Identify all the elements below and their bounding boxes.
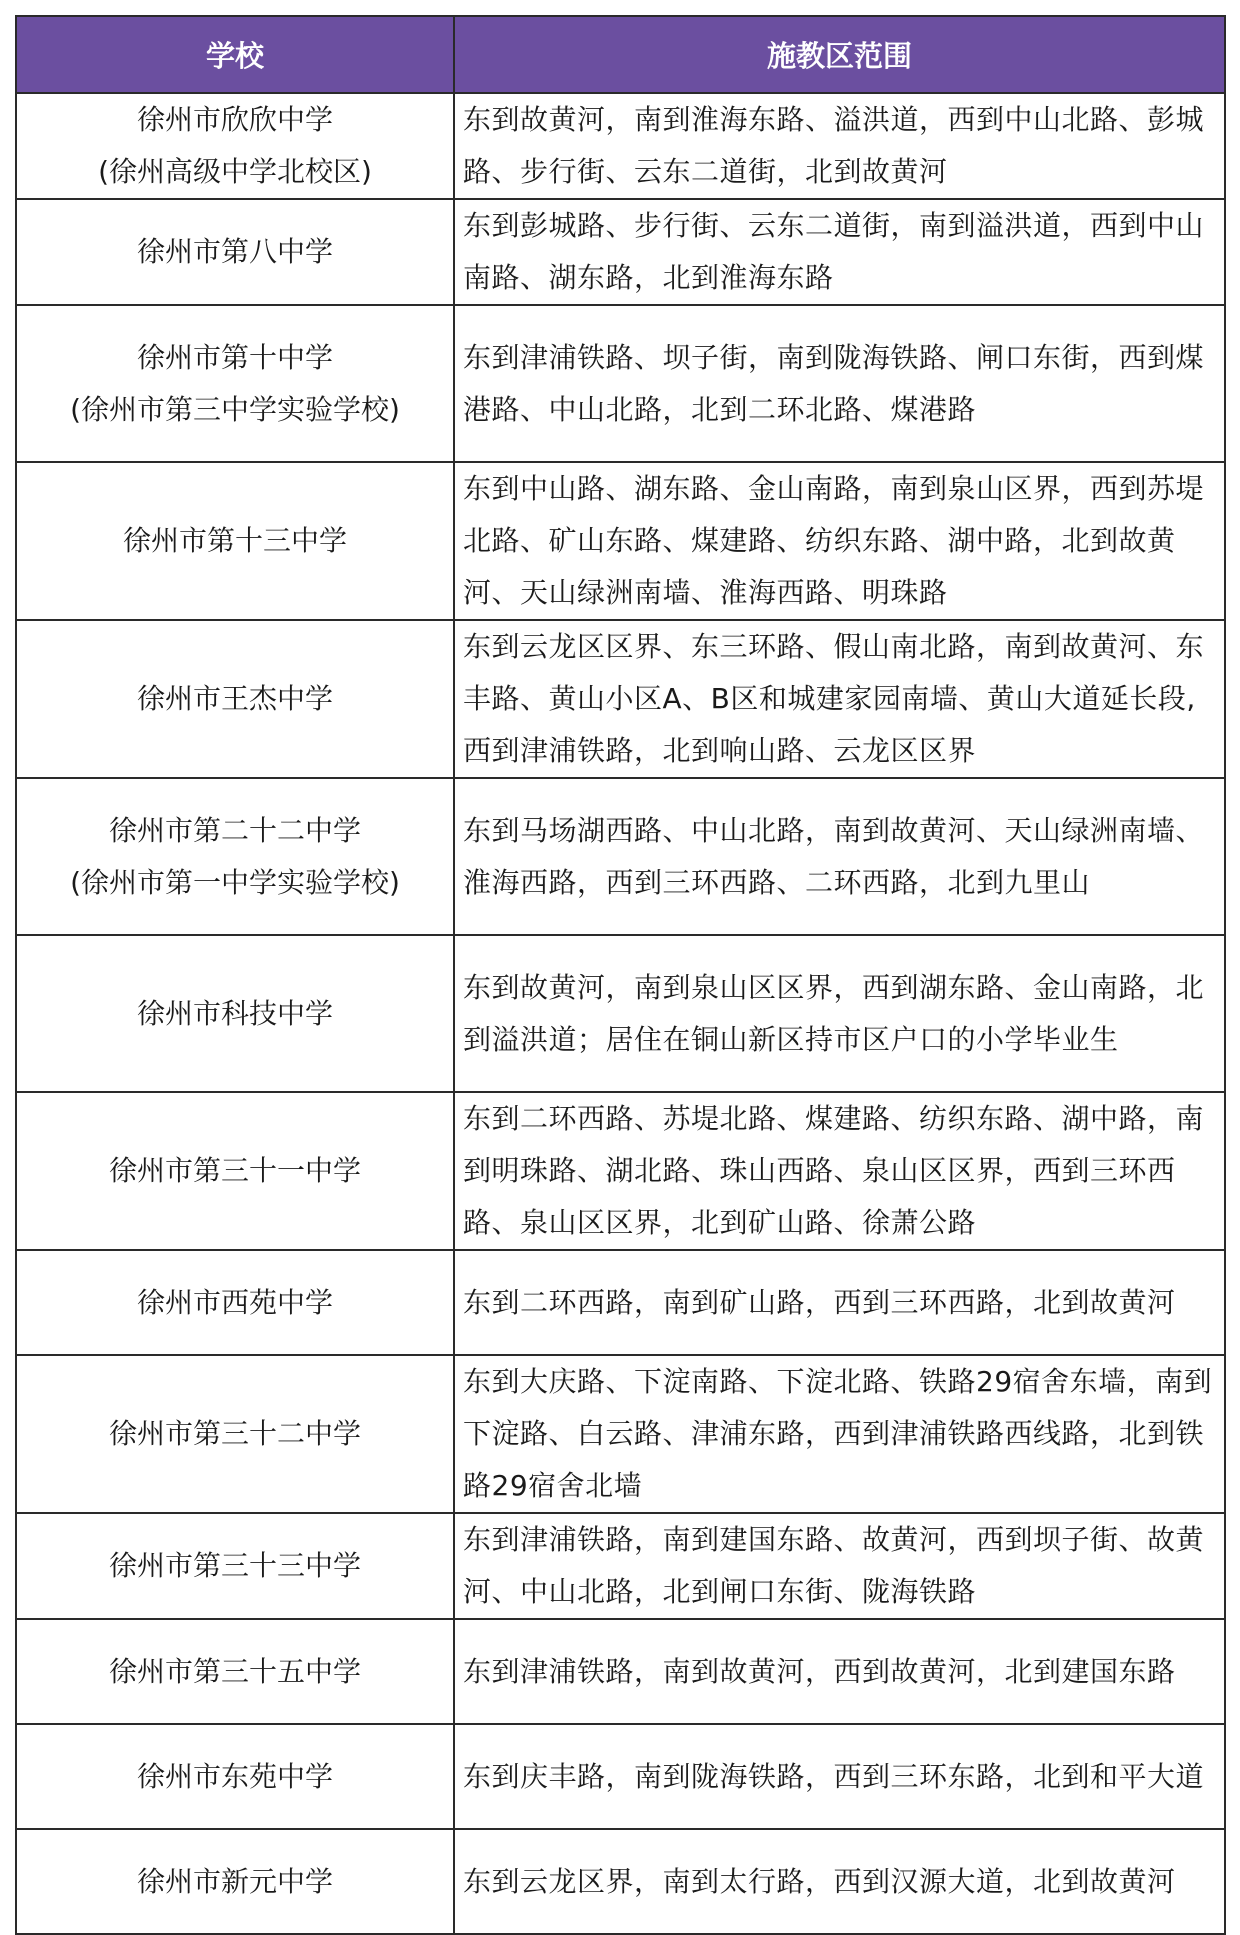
school-district-table-container xyxy=(15,15,1224,1935)
area-cell: 东到津浦铁路、坝子街，南到陇海铁路、闸口东街，西到煤港路、中山北路，北到二环北路、煤港路 xyxy=(454,305,1225,462)
school-cell xyxy=(16,305,454,462)
table-header-row xyxy=(16,16,1225,93)
school-cell xyxy=(16,1724,454,1829)
school-note: (徐州高级中学北校区) xyxy=(98,155,372,188)
table-row xyxy=(16,620,1225,778)
table-row xyxy=(16,935,1225,1092)
school-name: 徐州市欣欣中学 xyxy=(136,103,333,136)
school-name: 徐州市第三十三中学 xyxy=(108,1549,361,1582)
area-cell: 东到故黄河，南到淮海东路、溢洪道，西到中山北路、彭城路、步行街、云东二道街，北到故黄河 xyxy=(454,93,1225,199)
school-name: 徐州市东苑中学 xyxy=(136,1759,333,1793)
table-row xyxy=(16,1092,1225,1250)
school-cell xyxy=(16,93,454,199)
table-row xyxy=(16,1619,1225,1724)
area-cell: 东到云龙区界，南到太行路，西到汉源大道，北到故黄河 xyxy=(454,1829,1225,1934)
table-row xyxy=(16,93,1225,199)
school-cell xyxy=(16,620,454,778)
school-cell xyxy=(16,462,454,620)
school-cell xyxy=(16,1250,454,1355)
table-row xyxy=(16,1355,1225,1513)
area-cell: 东到津浦铁路，南到建国东路、故黄河，西到坝子街、故黄河、中山北路，北到闸口东街、陇海铁路 xyxy=(454,1513,1225,1619)
header-area: 施教区范围 xyxy=(454,16,1225,93)
school-name: 徐州市西苑中学 xyxy=(136,1285,333,1319)
school-name: 徐州市第十中学 xyxy=(136,340,333,374)
school-district-table xyxy=(15,15,1226,1935)
area-cell: 东到二环西路、苏堤北路、煤建路、纺织东路、湖中路，南到明珠路、湖北路、珠山西路、泉山区区界，西到三环西路、泉山区区界，北到矿山路、徐萧公路 xyxy=(454,1092,1225,1250)
table-row xyxy=(16,1513,1225,1619)
school-cell xyxy=(16,1092,454,1250)
school-note: (徐州市第三中学实验学校) xyxy=(70,392,400,426)
area-cell: 东到中山路、湖东路、金山南路，南到泉山区界，西到苏堤北路、矿山东路、煤建路、纺织东路、湖中路，北到故黄河、天山绿洲南墙、淮海西路、明珠路 xyxy=(454,462,1225,620)
area-cell: 东到庆丰路，南到陇海铁路，西到三环东路，北到和平大道 xyxy=(454,1724,1225,1829)
table-row xyxy=(16,462,1225,620)
header-school: 学校 xyxy=(16,16,454,93)
school-name: 徐州市王杰中学 xyxy=(136,682,333,715)
area-cell: 东到彭城路、步行街、云东二道街，南到溢洪道，西到中山南路、湖东路，北到淮海东路 xyxy=(454,199,1225,305)
school-name: 徐州市第二十二中学 xyxy=(108,813,361,847)
area-cell: 东到云龙区区界、东三环路、假山南北路，南到故黄河、东丰路、黄山小区A、B区和城建家园南墙、黄山大道延长段,西到津浦铁路，北到响山路、云龙区区界 xyxy=(454,620,1225,778)
table-row xyxy=(16,1724,1225,1829)
school-cell xyxy=(16,1619,454,1724)
school-name: 徐州市第十三中学 xyxy=(122,524,347,557)
school-name: 徐州市科技中学 xyxy=(136,996,333,1030)
school-cell xyxy=(16,778,454,935)
school-cell xyxy=(16,1513,454,1619)
table-body xyxy=(16,93,1225,1934)
area-cell: 东到大庆路、下淀南路、下淀北路、铁路29宿舍东墙，南到下淀路、白云路、津浦东路，西到津浦铁路西线路，北到铁路29宿舍北墙 xyxy=(454,1355,1225,1513)
table-row xyxy=(16,1250,1225,1355)
school-name: 徐州市第八中学 xyxy=(136,235,333,268)
area-cell: 东到二环西路，南到矿山路，西到三环西路，北到故黄河 xyxy=(454,1250,1225,1355)
school-cell xyxy=(16,935,454,1092)
table-row xyxy=(16,199,1225,305)
school-cell xyxy=(16,199,454,305)
school-cell xyxy=(16,1355,454,1513)
school-name: 徐州市第三十一中学 xyxy=(108,1154,361,1187)
area-cell: 东到故黄河，南到泉山区区界，西到湖东路、金山南路，北到溢洪道；居住在铜山新区持市区户口的小学毕业生 xyxy=(454,935,1225,1092)
school-cell xyxy=(16,1829,454,1934)
table-row xyxy=(16,778,1225,935)
school-note: (徐州市第一中学实验学校) xyxy=(70,865,400,899)
school-name: 徐州市第三十五中学 xyxy=(108,1654,361,1688)
school-name: 徐州市第三十二中学 xyxy=(108,1417,361,1450)
school-name: 徐州市新元中学 xyxy=(136,1864,333,1898)
table-row xyxy=(16,1829,1225,1934)
area-cell: 东到津浦铁路，南到故黄河，西到故黄河，北到建国东路 xyxy=(454,1619,1225,1724)
area-cell: 东到马场湖西路、中山北路，南到故黄河、天山绿洲南墙、淮海西路，西到三环西路、二环西路，北到九里山 xyxy=(454,778,1225,935)
table-row xyxy=(16,305,1225,462)
